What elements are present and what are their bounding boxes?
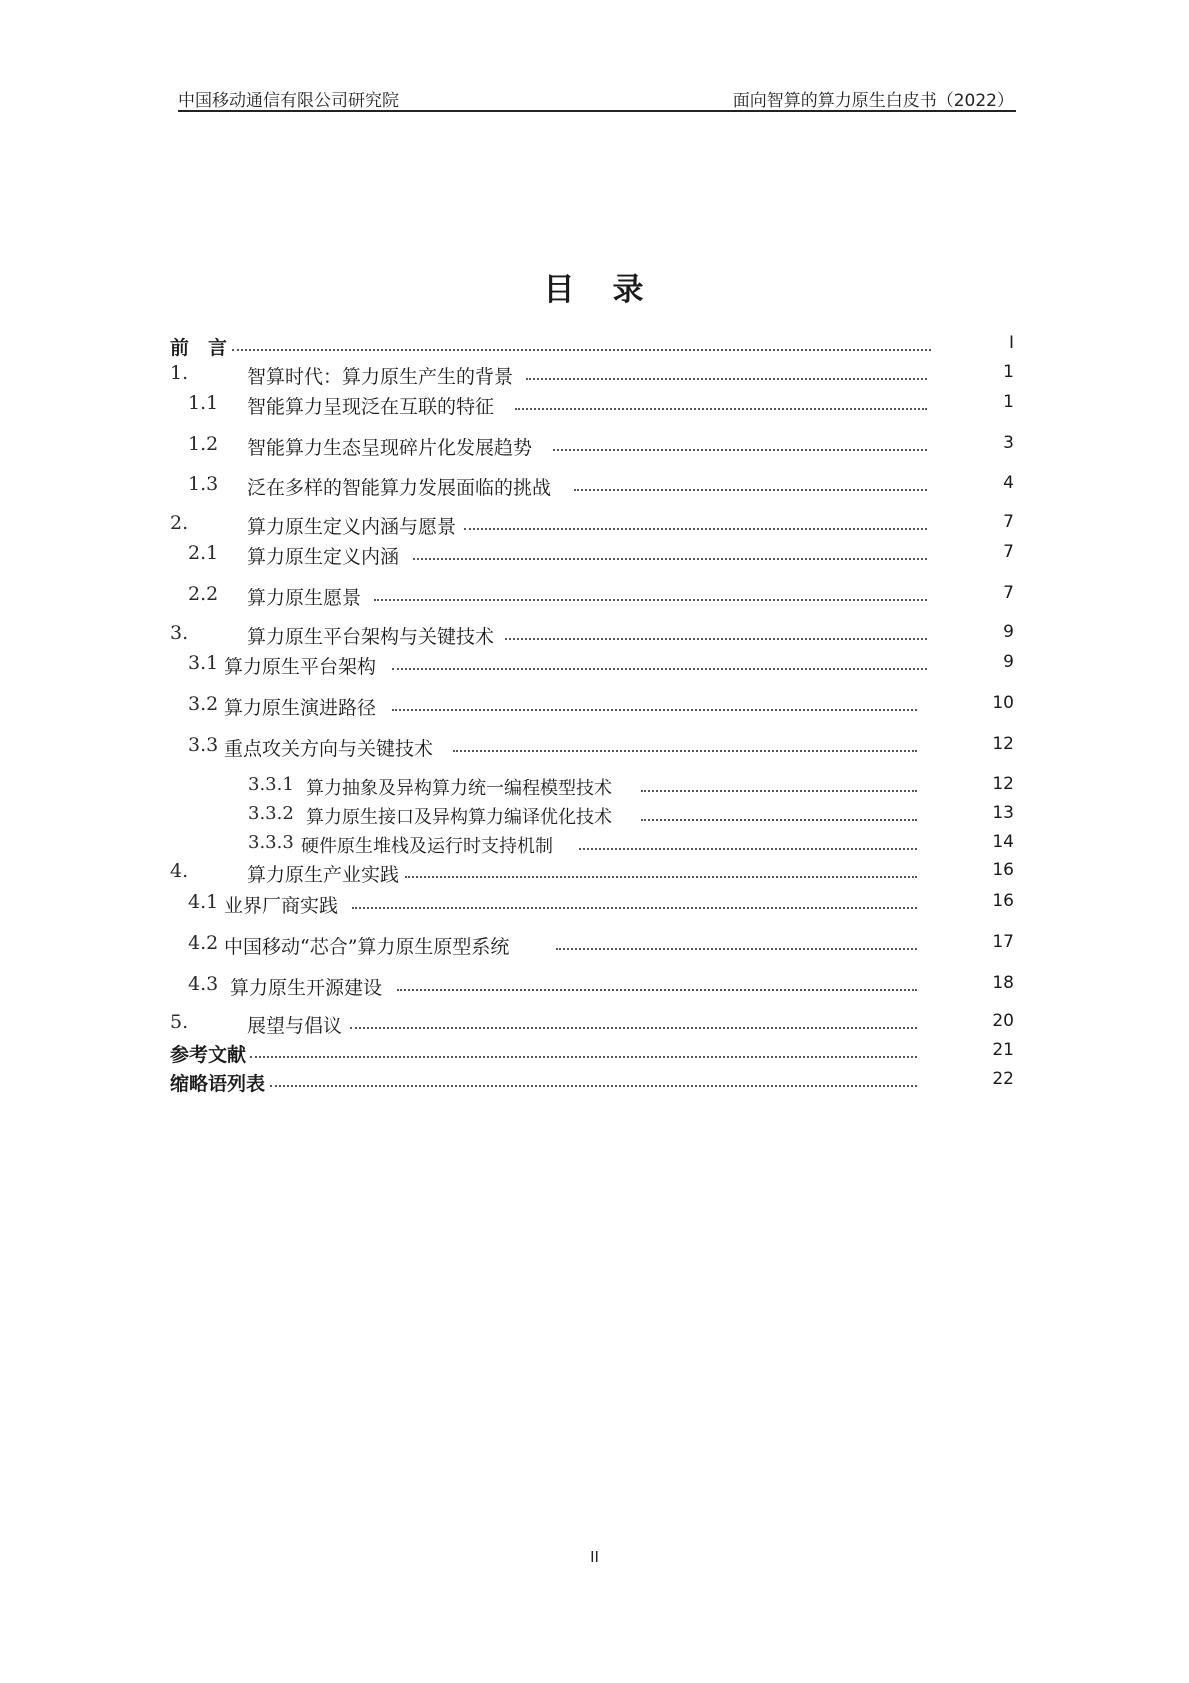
- toc-entry-page[interactable]: 17: [992, 932, 1014, 952]
- toc-entry-page[interactable]: 10: [992, 693, 1014, 713]
- toc-leader-dots: [352, 891, 917, 909]
- toc-entry-title[interactable]: 智能算力生态呈现碎片化发展趋势: [247, 437, 533, 459]
- toc-leader-dots: [505, 622, 927, 640]
- toc-entry-number: 2.1: [188, 542, 219, 564]
- toc-entry-4[interactable]: [0, 860, 1189, 888]
- toc-entry-title[interactable]: 展望与倡议: [247, 1015, 343, 1037]
- toc-entry-title[interactable]: 算力原生开源建设: [230, 977, 383, 999]
- toc-entry-page[interactable]: 3: [1003, 433, 1014, 453]
- toc-entry-number: 3.: [170, 622, 189, 644]
- toc-entry-title[interactable]: 算力原生接口及异构算力编译优化技术: [306, 807, 612, 828]
- toc-entry-page[interactable]: 7: [1003, 583, 1014, 603]
- toc-entry-title[interactable]: 算力原生产业实践: [247, 864, 400, 886]
- toc-entry-page[interactable]: 22: [992, 1069, 1014, 1089]
- toc-leader-dots: [464, 512, 927, 530]
- toc-leader-dots: [374, 583, 927, 601]
- toc-entry-page[interactable]: 12: [992, 774, 1014, 794]
- toc-entry-page[interactable]: 4: [1003, 473, 1014, 493]
- toc-leader-dots: [579, 832, 917, 850]
- toc-entry-2[interactable]: [0, 512, 1189, 540]
- toc-entry-preface[interactable]: [0, 333, 1189, 361]
- toc-entry-number: 1.1: [188, 392, 219, 414]
- toc-entry-title[interactable]: 算力原生定义内涵与愿景: [247, 516, 457, 538]
- toc-entry-number: 3.3.1: [248, 774, 294, 795]
- toc-entry-number: 4.: [170, 860, 189, 882]
- toc-entry-2-1[interactable]: [0, 542, 1189, 570]
- toc-entry-4-1[interactable]: [0, 891, 1189, 919]
- toc-entry-number: 3.1: [188, 652, 219, 674]
- toc-entry-3[interactable]: [0, 622, 1189, 650]
- toc-title-char-2: 录: [612, 272, 646, 308]
- toc-leader-dots: [553, 433, 927, 451]
- toc-entry-5[interactable]: [0, 1011, 1189, 1039]
- toc-entry-page[interactable]: 16: [992, 860, 1014, 880]
- toc-entry-number: 3.3: [188, 734, 219, 756]
- toc-entry-3-2[interactable]: [0, 693, 1189, 721]
- toc-entry-title[interactable]: 缩略语列表: [170, 1073, 266, 1095]
- toc-entry-title[interactable]: 算力原生愿景: [247, 587, 362, 609]
- toc-entry-title[interactable]: 业界厂商实践: [224, 895, 339, 917]
- toc-entry-title[interactable]: 重点攻关方向与关键技术: [224, 738, 434, 760]
- toc-entry-page[interactable]: 14: [992, 832, 1014, 852]
- toc-entry-number: 3.3.2: [248, 803, 294, 824]
- toc-entry-page[interactable]: 18: [992, 973, 1014, 993]
- toc-entry-title[interactable]: 硬件原生堆栈及运行时支持机制: [301, 836, 553, 857]
- toc-entry-number: 5.: [170, 1011, 189, 1033]
- toc-entry-4-2[interactable]: [0, 932, 1189, 960]
- toc-leader-dots: [556, 932, 917, 950]
- toc-entry-3-3-3[interactable]: [0, 832, 1189, 860]
- toc-entry-title[interactable]: 算力原生演进路径: [224, 697, 377, 719]
- toc-leader-dots: [250, 1040, 917, 1058]
- toc-entry-title[interactable]: 参考文献: [170, 1044, 247, 1066]
- toc-entry-title[interactable]: 算力原生定义内涵: [247, 546, 400, 568]
- toc-entry-page[interactable]: 21: [992, 1040, 1014, 1060]
- toc-entry-page[interactable]: 7: [1003, 512, 1014, 532]
- header-organization: 中国移动通信有限公司研究院: [178, 91, 399, 111]
- toc-entry-1-2[interactable]: [0, 433, 1189, 461]
- toc-entry-title[interactable]: 泛在多样的智能算力发展面临的挑战: [247, 477, 552, 499]
- toc-leader-dots: [641, 803, 917, 821]
- toc-entry-number: 4.1: [188, 891, 219, 913]
- toc-entry-title[interactable]: 智能算力呈现泛在互联的特征: [247, 396, 495, 418]
- toc-entry-2-2[interactable]: [0, 583, 1189, 611]
- toc-entry-4-3[interactable]: [0, 973, 1189, 1001]
- toc-entry-1-1[interactable]: [0, 392, 1189, 420]
- toc-entry-3-3[interactable]: [0, 734, 1189, 762]
- toc-entry-number: 4.3: [188, 973, 219, 995]
- toc-entry-number: 1.3: [188, 473, 219, 495]
- toc-entry-references[interactable]: [0, 1040, 1189, 1068]
- toc-entry-page[interactable]: 16: [992, 891, 1014, 911]
- toc-entry-title[interactable]: 算力原生平台架构: [224, 656, 377, 678]
- toc-entry-title[interactable]: 前 言: [170, 337, 228, 359]
- toc-entry-number: 1.2: [188, 433, 219, 455]
- toc-entry-page[interactable]: 7: [1003, 542, 1014, 562]
- toc-entry-page[interactable]: 20: [992, 1011, 1014, 1031]
- toc-entry-title[interactable]: 中国移动“芯合”算力原生原型系统: [224, 936, 510, 958]
- toc-entry-page[interactable]: 9: [1003, 652, 1014, 672]
- toc-leader-dots: [641, 774, 917, 792]
- toc-entry-abbreviations[interactable]: [0, 1069, 1189, 1097]
- toc-entry-number: 3.2: [188, 693, 219, 715]
- toc-entry-1[interactable]: [0, 362, 1189, 390]
- toc-entry-3-3-2[interactable]: [0, 803, 1189, 831]
- page-number: II: [590, 1548, 599, 1566]
- toc-entry-title[interactable]: 智算时代：算力原生产生的背景: [247, 366, 514, 388]
- toc-title-char-1: 目: [543, 272, 577, 308]
- toc-entry-number: 4.2: [188, 932, 219, 954]
- toc-entry-title[interactable]: 算力抽象及异构算力统一编程模型技术: [306, 778, 612, 799]
- toc-entry-page[interactable]: 13: [992, 803, 1014, 823]
- toc-leader-dots: [397, 973, 917, 991]
- toc-entry-page[interactable]: 9: [1003, 622, 1014, 642]
- toc-leader-dots: [515, 392, 927, 410]
- toc-entry-number: 3.3.3: [248, 832, 294, 853]
- toc-entry-page[interactable]: 12: [992, 734, 1014, 754]
- toc-entry-3-3-1[interactable]: [0, 774, 1189, 802]
- toc-leader-dots: [392, 693, 917, 711]
- toc-entry-1-3[interactable]: [0, 473, 1189, 501]
- toc-entry-title[interactable]: 算力原生平台架构与关键技术: [247, 626, 495, 648]
- toc-entry-3-1[interactable]: [0, 652, 1189, 680]
- toc-entry-number: 2.2: [188, 583, 219, 605]
- toc-leader-dots: [413, 542, 927, 560]
- toc-entry-number: 2.: [170, 512, 189, 534]
- header-document-title: 面向智算的算力原生白皮书（2022）: [732, 91, 1014, 111]
- toc-leader-dots: [405, 860, 917, 878]
- toc-leader-dots: [350, 1011, 917, 1029]
- toc-leader-dots: [232, 333, 931, 351]
- toc-entry-page[interactable]: 1: [1003, 392, 1014, 412]
- toc-leader-dots: [392, 652, 927, 670]
- toc-leader-dots: [270, 1069, 917, 1087]
- toc-leader-dots: [526, 362, 927, 380]
- toc-entry-page[interactable]: 1: [1003, 362, 1014, 382]
- toc-leader-dots: [574, 473, 927, 491]
- toc-leader-dots: [453, 734, 917, 752]
- toc-entry-page[interactable]: I: [1008, 333, 1014, 353]
- toc-entry-number: 1.: [170, 362, 189, 384]
